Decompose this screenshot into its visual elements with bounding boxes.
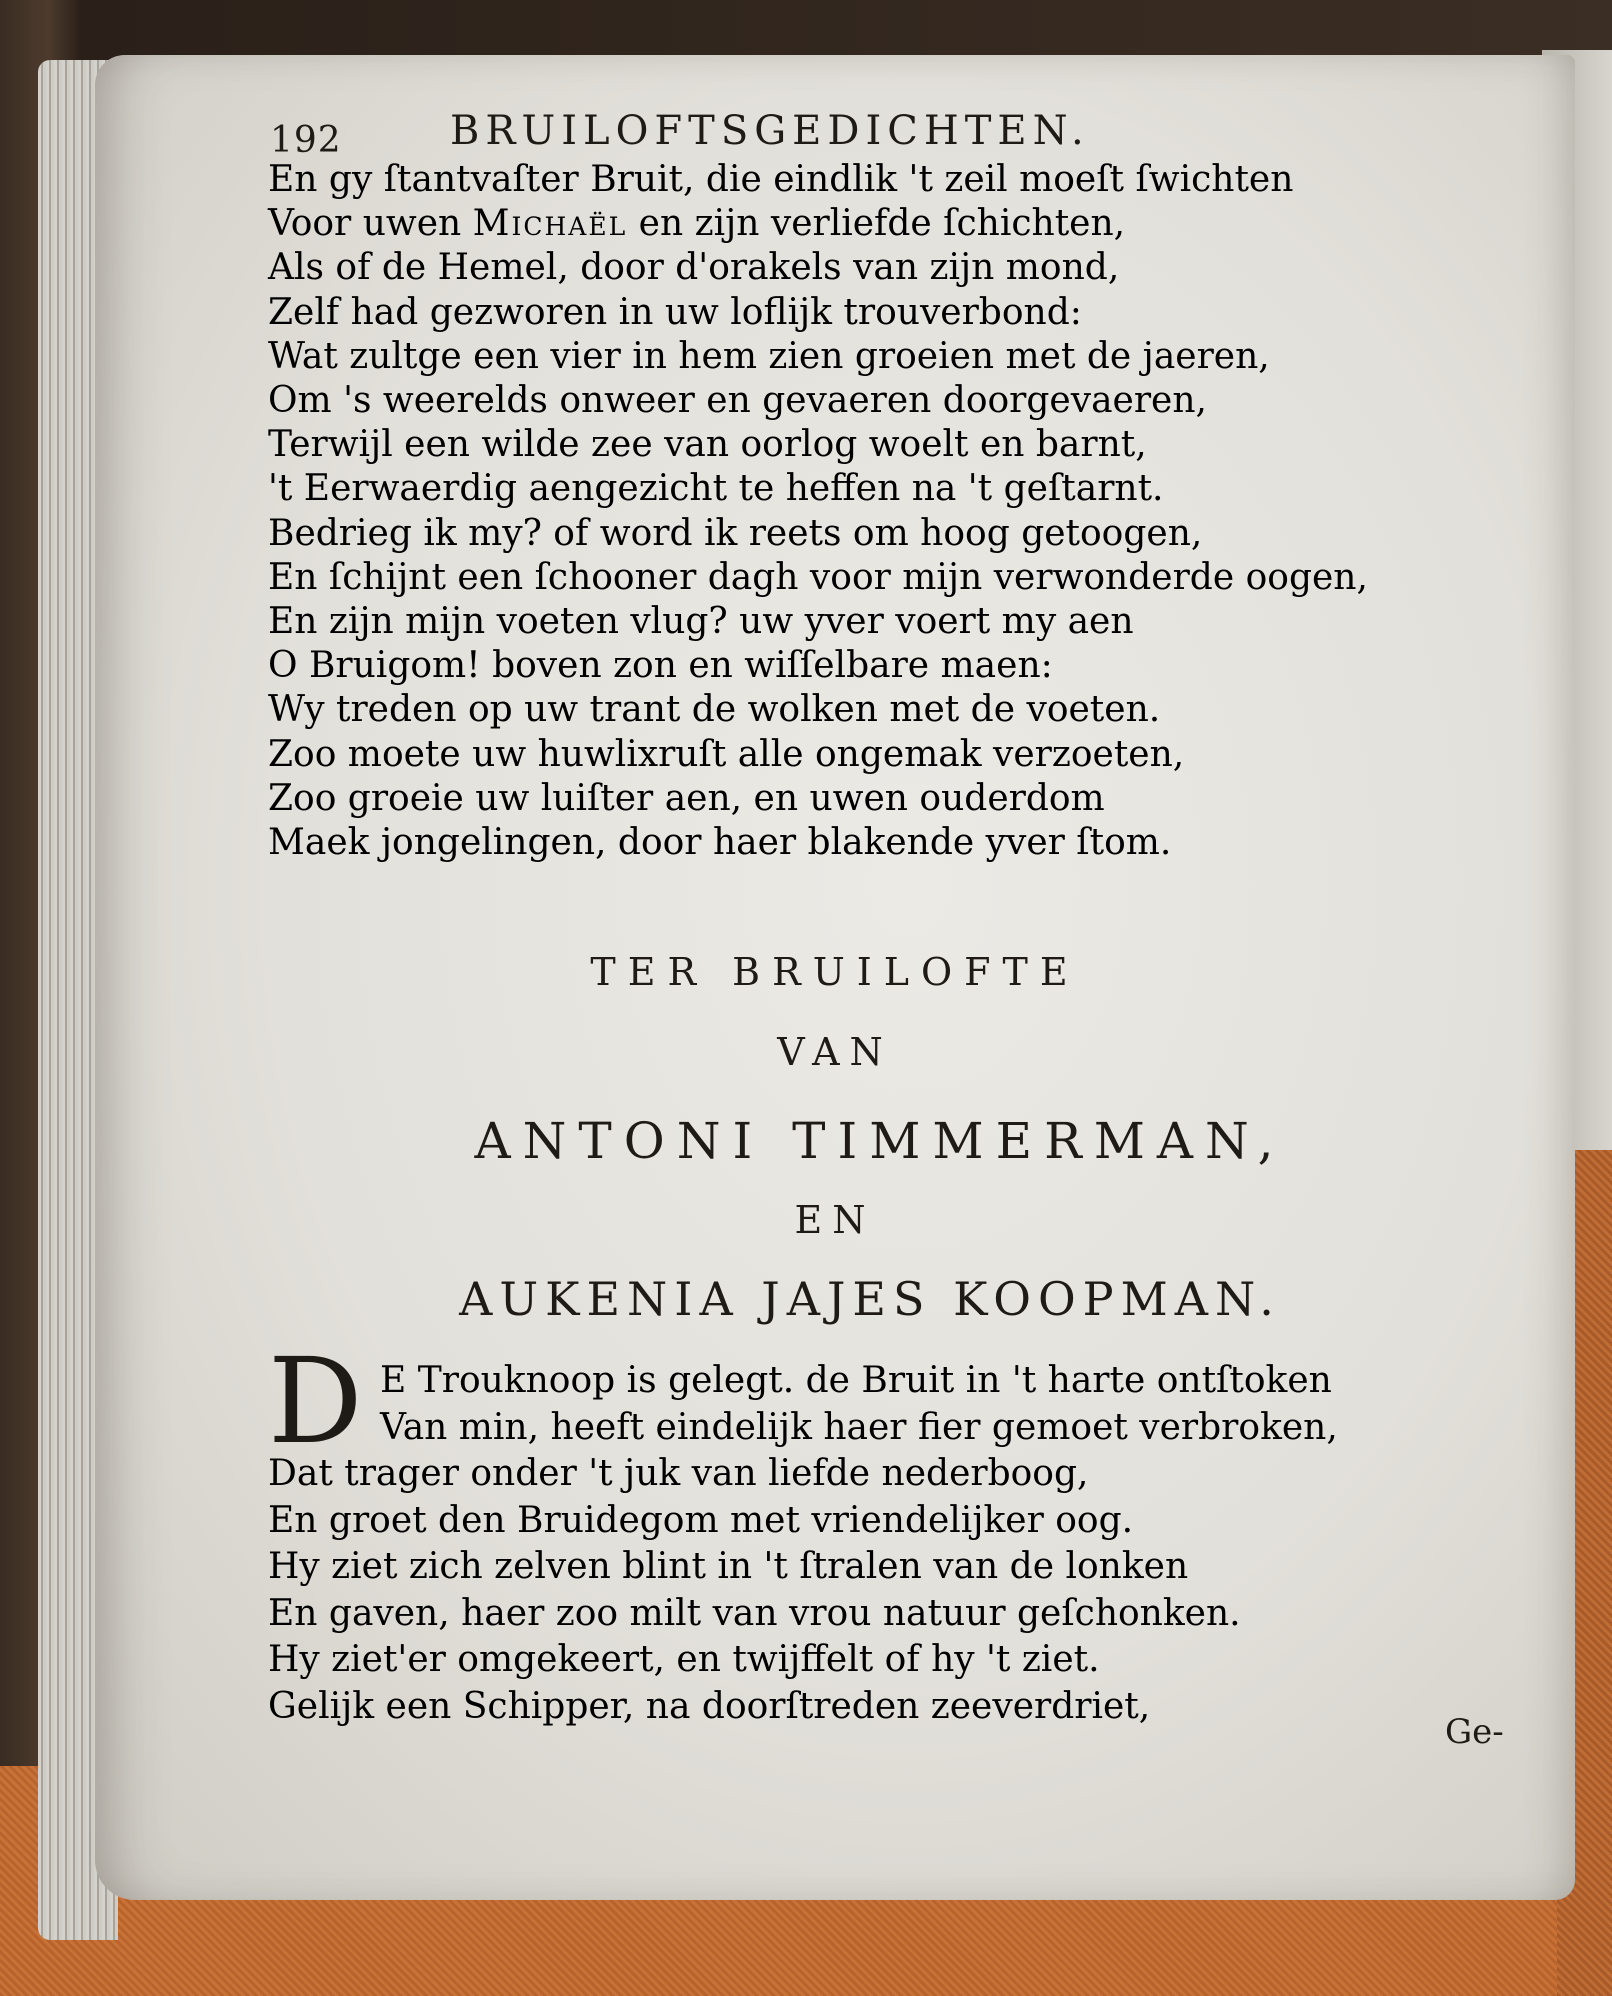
verse-line: Bedrieg ik my? of word ik reets om hoog getoogen, — [268, 512, 1203, 554]
poem-title-line-1: TER BRUILOFTE — [590, 950, 1080, 994]
verse-line: En gy ſtantvaſter Bruit, die eindlik 't zeil moeſt ſwichten — [268, 159, 1294, 200]
verse-line: Om 's weerelds onweer en gevaeren doorgevaeren, — [268, 380, 1207, 422]
verse-line: Zelf had gezworen in uw loflijk trouverbond: — [268, 291, 1082, 333]
verse-line: Wy treden op uw trant de wolken met de voeten. — [268, 689, 1161, 731]
verse-block-2 — [268, 1358, 1468, 1730]
name-small-caps: Michaël — [472, 203, 628, 245]
verse-line-start: Voor uwen — [268, 203, 473, 245]
drop-cap: D — [268, 1332, 363, 1470]
verse-line: Zoo moete uw huwlixruſt alle ongemak verzoeten, — [268, 733, 1185, 775]
catchword: Ge- — [1445, 1712, 1504, 1752]
verse-line: E Trouknoop is gelegt. de Bruit in 't harte ontſtoken — [380, 1360, 1332, 1401]
running-title: BRUILOFTSGEDICHTEN. — [450, 108, 1090, 154]
verse-line: Van min, heeft eindelijk haer fier gemoet verbroken, — [380, 1406, 1338, 1448]
verse-line: Terwijl een wilde zee van oorlog woelt en barnt, — [268, 424, 1147, 466]
verse-line: Wat zultge een vier in hem zien groeien met de jaeren, — [268, 335, 1270, 377]
verse-line: Maek jongelingen, door haer blakende yver ſtom. — [268, 822, 1172, 864]
verse-line: Dat trager onder 't juk van liefde nederboog, — [268, 1453, 1089, 1494]
verse-line: 't Eerwaerdig aengezicht te heffen na 't geſtarnt. — [268, 468, 1164, 510]
verse-line: O Bruigom! boven zon en wiſſelbare maen: — [268, 645, 1053, 687]
page-number: 192 — [270, 120, 342, 161]
verse-line: En groet den Bruidegom met vriendelijker oog. — [268, 1499, 1134, 1541]
verse-line — [268, 202, 1468, 246]
verse-line: Zoo groeie uw luiſter aen, en uwen ouderdom — [268, 777, 1105, 819]
verse-line: En ſchijnt een ſchooner dagh voor mijn verwonderde oogen, — [268, 556, 1368, 598]
verse-line: Hy ziet'er omgekeert, en twijffelt of hy 't ziet. — [268, 1639, 1100, 1680]
poem-title-line-3: ANTONI TIMMERMAN, — [474, 1112, 1286, 1170]
verse-line: Hy ziet zich zelven blint in 't ſtralen van de lonken — [268, 1546, 1189, 1587]
verse-line: En gaven, haer zoo milt van vrou natuur geſchonken. — [268, 1592, 1241, 1634]
verse-line-end: en zijn verliefde ſchichten, — [627, 203, 1126, 245]
poem-title-line-4: EN — [794, 1198, 876, 1242]
verse-line: Gelijk een Schipper, na doorſtreden zeeverdriet, — [268, 1685, 1151, 1727]
poem-title-line-2: VAN — [777, 1030, 893, 1074]
verse-line: Als of de Hemel, door d'orakels van zijn mond, — [268, 247, 1120, 289]
verse-line: En zijn mijn voeten vlug? uw yver voert my aen — [268, 601, 1134, 643]
verse-block-1 — [268, 158, 1468, 865]
poem-title-line-5: AUKENIA JAJES KOOPMAN. — [459, 1272, 1281, 1326]
